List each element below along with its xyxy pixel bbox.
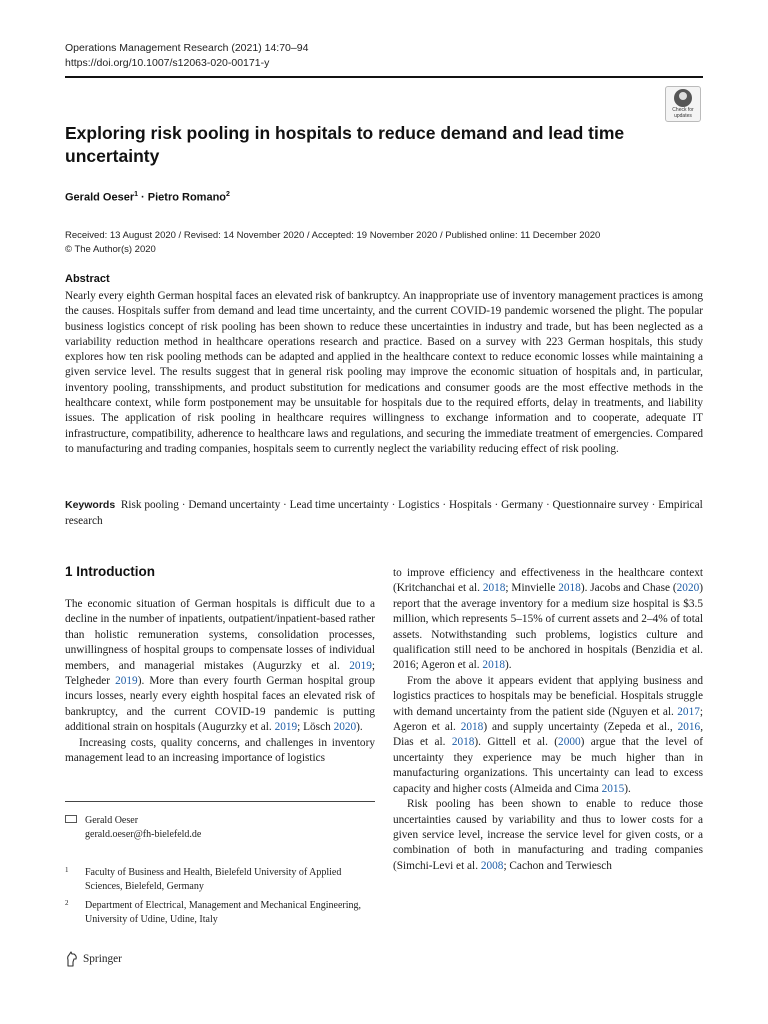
publisher-name: Springer: [83, 953, 122, 965]
author-name[interactable]: Gerald Oeser: [65, 191, 135, 204]
citation-link[interactable]: 2008: [480, 859, 504, 872]
copyright-icon: ©: [65, 243, 72, 255]
corresponding-author: [65, 814, 201, 842]
keywords-label: Keywords: [65, 499, 116, 511]
article-title: Exploring risk pooling in hospitals to reduce demand and lead time uncertainty: [65, 123, 625, 166]
journal-header: [65, 41, 308, 71]
citation-link[interactable]: 2019: [274, 721, 298, 734]
paragraph: From the above it appears evident that applying business and logistics practices to hospitals may be beneficial. Hospitals struggle with demand uncertainty from the patient side (Nguyen et al. 2017; Ageron et al. 2018) and supply uncertainty (Zepeda et al., 2016, Dias et al. 2018). Gittell et al. (2000) argue that the level of uncertainty they experience may be much higher than in manufacturing organizations. This uncertainty can lead to excess capacity and higher costs (Almeida and Cima 2015).: [393, 674, 704, 795]
copyright-line: © The Author(s) 2020: [65, 243, 156, 255]
citation-link[interactable]: 2019: [115, 675, 138, 688]
citation-link[interactable]: 2018: [482, 659, 506, 672]
citation-link[interactable]: 2016: [677, 721, 701, 734]
crossmark-icon: [674, 89, 692, 107]
keywords-list: Risk pooling · Demand uncertainty · Lead time uncertainty · Logistics · Hospitals · Germany · Questionnaire survey · Empirical research: [65, 499, 703, 527]
publisher-footer: [65, 951, 122, 967]
citation-link[interactable]: 2018: [451, 736, 475, 749]
doi-link[interactable]: https://doi.org/10.1007/s12063-020-00171-y: [65, 57, 270, 69]
citation-link[interactable]: 2017: [677, 705, 700, 718]
springer-horse-icon: [65, 951, 79, 967]
affiliation: [65, 899, 375, 926]
abstract-text: Nearly every eighth German hospital faces an elevated risk of bankruptcy. An inappropriate use of inventory management practices is among the causes. Hospitals suffer from demand and lead time uncertainty, and the current COVID-19 pandemic worsened the plight. The popular business logistics concept of risk pooling has been shown to reduce these uncertainties in industry and trade, but has been neglected as a variability reduction method in healthcare operations research and practice. Based on a survey with 223 German hospitals, this study explores how ten risk pooling methods can be adapted and applied in the healthcare context to reduce economic losses while maintaining a given service level. The results suggest that in general risk pooling may improve the economic situation of hospitals and, in particular, inventory pooling, transshipments, and product substitution for medications and consumer goods are the most effective methods in the healthcare context, while form postponement may be unsuitable for hospitals due to the required efforts, delay in treatments, and liability issues. The application of risk pooling in healthcare requires willingness to exchange information and to cooperate, adequate IT infrastructure, compatibility, adherence to healthcare laws and regulations, and securing the immediate treatment of emergencies. Compared to manufacturing and trading companies, hospitals seem to currently neglect the variability reducing effect of risk pooling.: [65, 290, 703, 455]
corresponding-email[interactable]: gerald.oeser@fh-bielefeld.de: [85, 829, 202, 840]
left-column: [65, 597, 375, 766]
author-separator: ·: [138, 191, 148, 204]
keywords: [65, 498, 705, 529]
paragraph: Increasing costs, quality concerns, and challenges in inventory management lead to an increasing importance of logistics: [65, 736, 375, 765]
section-heading: 1 Introduction: [65, 564, 155, 579]
citation-link[interactable]: 2018: [482, 582, 506, 595]
affiliation-number: 2: [65, 899, 69, 907]
right-column: [393, 566, 703, 874]
envelope-icon: [65, 815, 77, 823]
affiliation-marker: 2: [226, 191, 230, 198]
affiliation-text: Faculty of Business and Health, Bielefeld University of Applied Sciences, Bielefeld, Germany: [85, 867, 342, 892]
affiliation-number: 1: [65, 866, 69, 874]
citation-link[interactable]: 2015: [601, 782, 625, 795]
footnote-rule: [65, 801, 375, 802]
citation-link[interactable]: 2000: [558, 736, 581, 749]
citation-link[interactable]: 2020: [333, 721, 357, 734]
citation-link[interactable]: 2020: [676, 582, 700, 595]
citation-link[interactable]: 2018: [460, 721, 484, 734]
affiliation-text: Department of Electrical, Management and Mechanical Engineering, University of Udine, Udine, Italy: [85, 900, 361, 925]
citation-link[interactable]: 2018: [558, 582, 581, 595]
crossmark-badge[interactable]: [665, 86, 701, 122]
author-list: [65, 191, 230, 204]
journal-citation: Operations Management Research (2021) 14:70–94: [65, 42, 309, 54]
header-rule: [65, 76, 703, 78]
citation-link[interactable]: 2019: [349, 659, 372, 672]
paragraph: to improve efficiency and effectiveness in the healthcare context (Kritchanchai et al. 2018; Minvielle 2018). Jacobs and Chase (2020) report that the average inventory for a medium size hospital is $3.5 million, which represents 5–15% of current assets and 2–4% of total assets. Notwithstanding such problems, logistics culture and qualification still need to be anchored in hospitals (Benzidia et al. 2016; Ageron et al. 2018).: [393, 567, 704, 672]
paragraph: Risk pooling has been shown to enable to reduce those uncertainties caused by variability and thus to lower costs for a given service level, increase the service level for given costs, or a combination of both in manufacturing and trading companies (Simchi-Levi et al. 2008; Cachon and Terwiesch: [393, 798, 703, 872]
author-name[interactable]: Pietro Romano: [147, 191, 227, 204]
crossmark-label: Check for updates: [672, 107, 694, 119]
publication-dates: Received: 13 August 2020 / Revised: 14 November 2020 / Accepted: 19 November 2020 / Published online: 11 December 2020: [65, 230, 601, 241]
corresponding-name: Gerald Oeser: [85, 815, 139, 826]
paragraph: The economic situation of German hospitals is difficult due to a decline in the number of inpatients, outpatient/inpatient-based rather than holistic remuneration systems, consolidation processes, unwillingness of hospital groups to compensate losses of individual members, and managerial mistakes (Augurzky et al. 2019; Telgheder 2019). More than every fourth German hospital group incurs losses, nearly every eighth hospital faces an elevated risk of bankruptcy, and the current COVID-19 pandemic is putting additional strain on hospitals (Augurzky et al. 2019; Lösch 2020).: [65, 598, 376, 734]
affiliation-marker: 1: [134, 191, 138, 198]
article-history: [65, 229, 600, 256]
affiliation: [65, 866, 375, 893]
abstract-heading: Abstract: [65, 273, 110, 285]
